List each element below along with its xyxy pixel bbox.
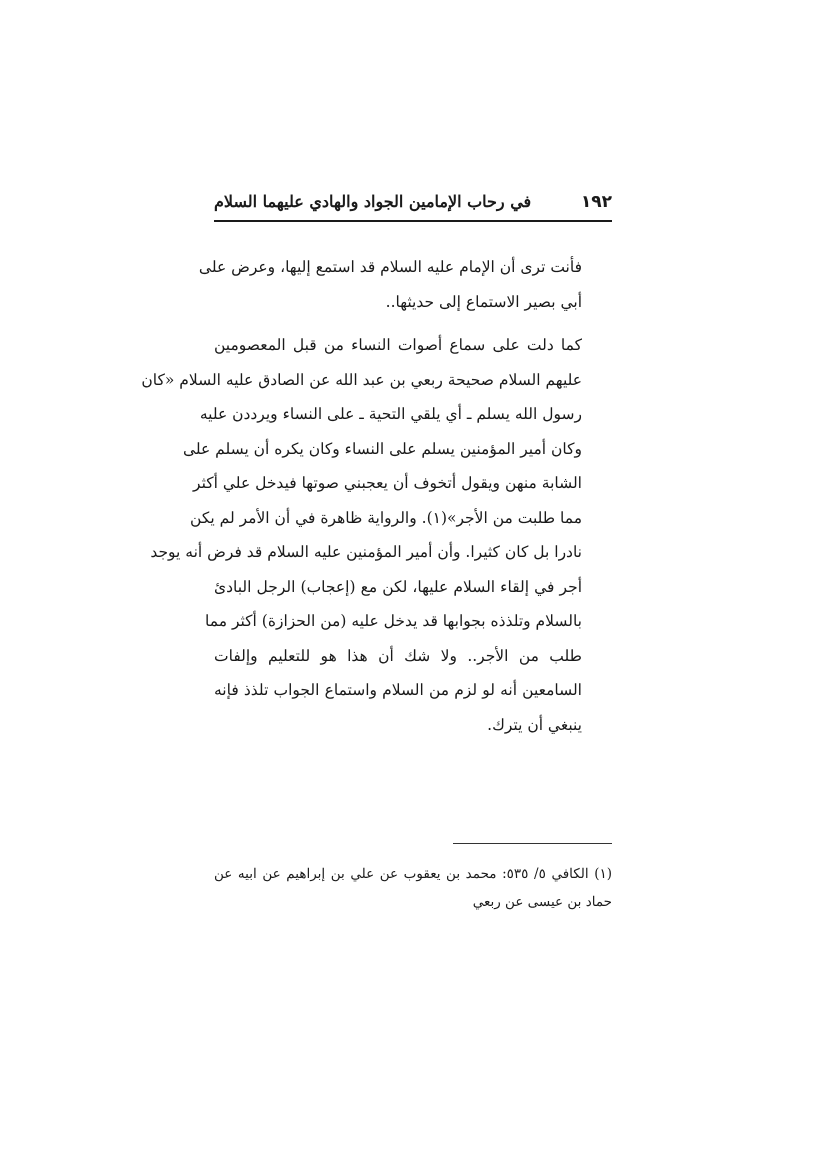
- footnote-line: (١) الكافي ٥/ ٥٣٥: محمد بن يعقوب عن علي بن إبراهيم عن ابيه عن: [214, 866, 613, 882]
- text-line: وكان أمير المؤمنين يسلم على النساء وكان يكره أن يسلم على: [182, 439, 582, 458]
- page-header: [214, 190, 612, 222]
- text-line: طلب من الأجر.. ولا شك أن هذا هو للتعليم وإلفات: [214, 646, 582, 665]
- footnote-separator: [453, 843, 612, 844]
- text-line: ينبغي أن يترك.: [487, 715, 582, 734]
- footnote-line: حماد بن عيسى عن ربعي: [472, 894, 612, 910]
- text-line: نادرا بل كان كثيرا. وأن أمير المؤمنين عليه السلام قد فرض أنه يوجد: [150, 543, 582, 561]
- text-line: الشابة منهن ويقول أتخوف أن يعجبني صوتها فيدخل علي أكثر: [193, 474, 582, 492]
- text-line: أبي بصير الاستماع إلى حديثها..: [385, 292, 582, 311]
- main-text: [141, 250, 612, 742]
- page-number: ١٩٢: [580, 192, 612, 212]
- paragraph: [141, 328, 612, 742]
- running-title: في رحاب الإمامين الجواد والهادي عليهما السلام: [214, 192, 532, 211]
- footnotes: [214, 860, 612, 916]
- text-line: بالسلام وتلذذه بجوابها قد يدخل عليه (من الحزازة) أكثر مما: [205, 612, 582, 630]
- text-line: أجر في إلقاء السلام عليها، لكن مع (إعجاب) الرجل البادئ: [214, 577, 582, 596]
- text-line: رسول الله يسلم ـ أي يلقي التحية ـ على النساء ويرددن عليه: [199, 405, 582, 423]
- text-line: فأنت ترى أن الإمام عليه السلام قد استمع إليها، وعرض على: [198, 258, 582, 276]
- text-line: السامعين أنه لو لزم من السلام واستماع الجواب تلذذ فإنه: [214, 681, 582, 699]
- text-line: كما دلت على سماع أصوات النساء من قبل المعصومين: [214, 336, 582, 354]
- text-line: مما طلبت من الأجر»(١). والرواية ظاهرة في أن الأمر لم يكن: [190, 508, 582, 527]
- text-line: عليهم السلام صحيحة ربعي بن عبد الله عن الصادق عليه السلام «كان: [141, 370, 582, 389]
- paragraph: [198, 250, 612, 319]
